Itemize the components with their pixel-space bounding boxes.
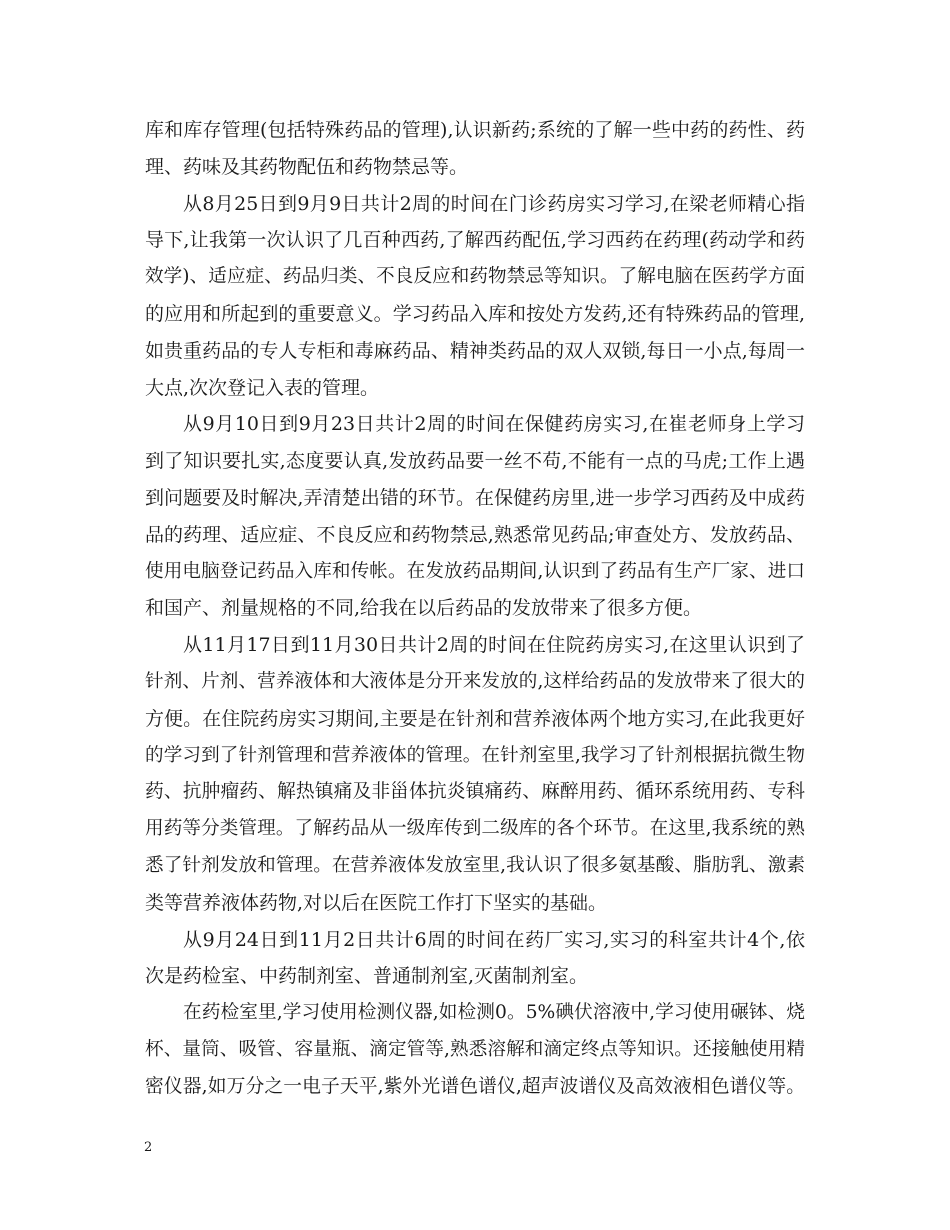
document-body [145, 112, 805, 1106]
text-line: 针剂、片剂、营养液体和大液体是分开来发放的,这样给药品的发放带来了很大的 [145, 670, 805, 692]
text-line: 理、药味及其药物配伍和药物禁忌等。 [145, 155, 469, 178]
text-line: 次是药检室、中药制剂室、普通制剂室,灭菌制剂室。 [145, 965, 589, 988]
paragraph-first-line: 从8月25日到9月9日共计2周的时间在门诊药房实习学习,在梁老师精心指 [183, 192, 805, 215]
text-line: 效学)、适应症、药品归类、不良反应和药物禁忌等知识。了解电脑在医药学方面 [145, 266, 805, 288]
paragraph-first-line: 在药检室里,学习使用检测仪器,如检测0。5%碘伏溶液中,学习使用碾钵、烧 [183, 1002, 805, 1024]
text-line: 密仪器,如万分之一电子天平,紫外光谱色谱仪,超声波谱仪及高效液相色谱仪等。 [145, 1075, 805, 1097]
text-line: 如贵重药品的专人专柜和毒麻药品、精神类药品的双人双锁,每日一小点,每周一 [145, 339, 805, 362]
text-line: 的学习到了针剂管理和营养液体的管理。在针剂室里,我学习了针剂根据抗微生物 [145, 744, 805, 766]
paragraph-first-line: 从9月10日到9月23日共计2周的时间在保健药房实习,在崔老师身上学习 [183, 413, 805, 436]
text-line: 到问题要及时解决,弄清楚出错的环节。在保健药房里,进一步学习西药及中成药 [145, 486, 805, 509]
text-line: 方便。在住院药房实习期间,主要是在针剂和营养液体两个地方实习,在此我更好 [145, 707, 805, 730]
text-line: 库和库存管理(包括特殊药品的管理),认识新药;系统的了解一些中药的药性、药 [145, 119, 805, 141]
text-line: 悉了针剂发放和管理。在营养液体发放室里,我认识了很多氨基酸、脂肪乳、激素 [145, 854, 805, 876]
text-line: 类等营养液体药物,对以后在医院工作打下坚实的基础。 [145, 891, 608, 914]
paragraph-first-line: 从11月17日到11月30日共计2周的时间在住院药房实习,在这里认识到了 [183, 634, 805, 657]
paragraph-first-line: 从9月24日到11月2日共计6周的时间在药厂实习,实习的科室共计4个,依 [183, 928, 805, 951]
text-line: 和国产、剂量规格的不同,给我在以后药品的发放带来了很多方便。 [145, 597, 703, 620]
text-line: 大点,次次登记入表的管理。 [145, 376, 380, 399]
text-line: 的应用和所起到的重要意义。学习药品入库和按处方发药,还有特殊药品的管理, [145, 302, 805, 325]
text-line: 用药等分类管理。了解药品从一级库传到二级库的各个环节。在这里,我系统的熟 [145, 818, 805, 840]
text-line: 杯、量筒、吸管、容量瓶、滴定管等,熟悉溶解和滴定终点等知识。还接触使用精 [145, 1038, 805, 1060]
text-line: 药、抗肿瘤药、解热镇痛及非甾体抗炎镇痛药、麻醉用药、循环系统用药、专科 [145, 781, 805, 803]
page-number: 2 [144, 1140, 153, 1155]
text-line: 到了知识要扎实,态度要认真,发放药品要一丝不苟,不能有一点的马虎;工作上遇 [145, 450, 805, 473]
text-line: 导下,让我第一次认识了几百种西药,了解西药配伍,学习西药在药理(药动学和药 [145, 229, 805, 252]
text-line: 使用电脑登记药品入库和传帐。在发放药品期间,认识到了药品有生产厂家、进口 [145, 560, 805, 582]
text-line: 品的药理、适应症、不良反应和药物禁忌,熟悉常见药品;审查处方、发放药品、 [145, 523, 805, 546]
